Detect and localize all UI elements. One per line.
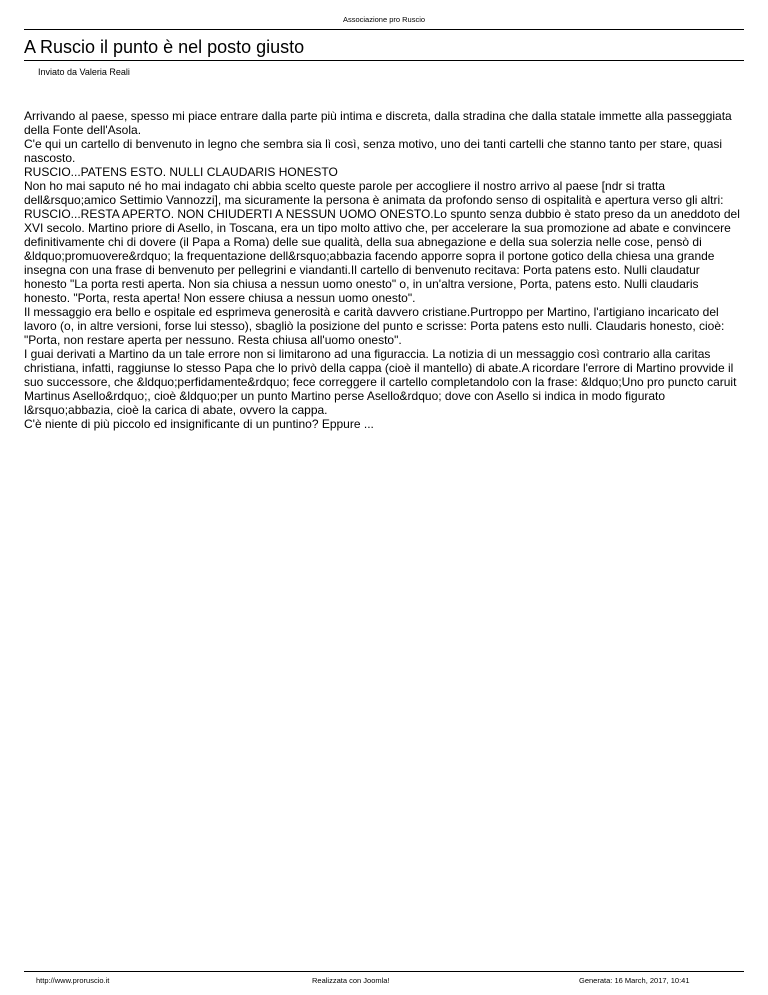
article-body bbox=[24, 109, 740, 431]
site-name: Associazione pro Ruscio bbox=[342, 15, 426, 24]
article-paragraph: Non ho mai saputo né ho mai indagato chi abbia scelto queste parole per accogliere il nostro arrivo al paese [ndr si tratta dell&rsquo;amico Settimio Vannozzi], ma sicuramente la persona è animata da profondo senso di ospitalità e apertura verso gli altri: RUSCIO...RESTA APERTO. NON CHIUDERTI A NESSUN UOMO ONESTO.Lo spunto senza dubbio è stato preso da un aneddoto del XVI secolo. Martino priore di Asello, in Toscana, era un tipo molto attivo che, per accelerare la sua promozione ad abate e convincere definitivamente chi di dovere (il Papa a Roma) delle sue qualità, della sua abnegazione e della sua solerzia nelle cose, pensò di &ldquo;promuovere&rdquo; la frequentazione dell&rsquo;abbazia facendo apporre sopra il portone gotico della chiesa una grande insegna con una frase di benvenuto per pellegrini e viandanti.Il cartello di benvenuto recitava: Porta patens esto. Nulli claudatur honesto "La porta resti aperta. Non sia chiusa a nessun uomo onesto" o, in un'altra versione, Porta, patens esto. Nulli claudaris honesto. "Porta, resta aperta! Non essere chiusa a nessun uomo onesto". bbox=[24, 179, 740, 305]
article-paragraph: C'e qui un cartello di benvenuto in legno che sembra sia lì così, senza motivo, uno dei tanti cartelli che stanno tanto per stare, quasi nascosto. bbox=[24, 137, 723, 165]
article-paragraph: RUSCIO...PATENS ESTO. NULLI CLAUDARIS HONESTO bbox=[24, 165, 338, 179]
generated-timestamp: Generata: 16 March, 2017, 10:41 bbox=[579, 976, 690, 985]
page-header bbox=[24, 0, 744, 30]
cms-credit: Realizzata con Joomla! bbox=[312, 976, 390, 985]
article-paragraph: C'è niente di più piccolo ed insignificante di un puntino? Eppure ... bbox=[24, 417, 374, 431]
article-title: A Ruscio il punto è nel posto giusto bbox=[24, 37, 305, 57]
article-paragraph: Arrivando al paese, spesso mi piace entrare dalla parte più intima e discreta, dalla stradina che dalla statale immette alla passeggiata della Fonte dell'Asola. bbox=[24, 109, 732, 137]
article-paragraph: I guai derivati a Martino da un tale errore non si limitarono ad una figuraccia. La notizia di un messaggio così contrario alla caritas christiana, infatti, raggiunse lo stesso Papa che lo privò della cappa (cioè il mantello) di abate.A ricordare l'errore di Martino provvide il suo successore, che &ldquo;perfidamente&rdquo; fece correggere il cartello completandolo con la frase: &ldquo;Uno pro puncto caruit Martinus Asello&rdquo;, cioè &ldquo;per un punto Martino perse Asello&rdquo; dove con Asello si indica in modo figurato l&rsquo;abbazia, cioè la carica di abate, ovvero la cappa. bbox=[24, 347, 737, 417]
page-footer bbox=[24, 971, 744, 995]
site-url: http://www.proruscio.it bbox=[36, 976, 110, 985]
article-paragraph: Il messaggio era bello e ospitale ed esprimeva generosità e carità davvero cristiane.Purtroppo per Martino, l'artigiano incaricato del lavoro (o, in altre versioni, forse lui stesso), sbagliò la posizione del punto e scrisse: Porta patens esto nulli. Claudaris honesto, cioè: "Porta, non restare aperta per nessuno. Resta chiusa all'uomo onesto". bbox=[24, 305, 725, 347]
article-author: Inviato da Valeria Reali bbox=[38, 67, 130, 77]
title-divider bbox=[24, 60, 744, 61]
